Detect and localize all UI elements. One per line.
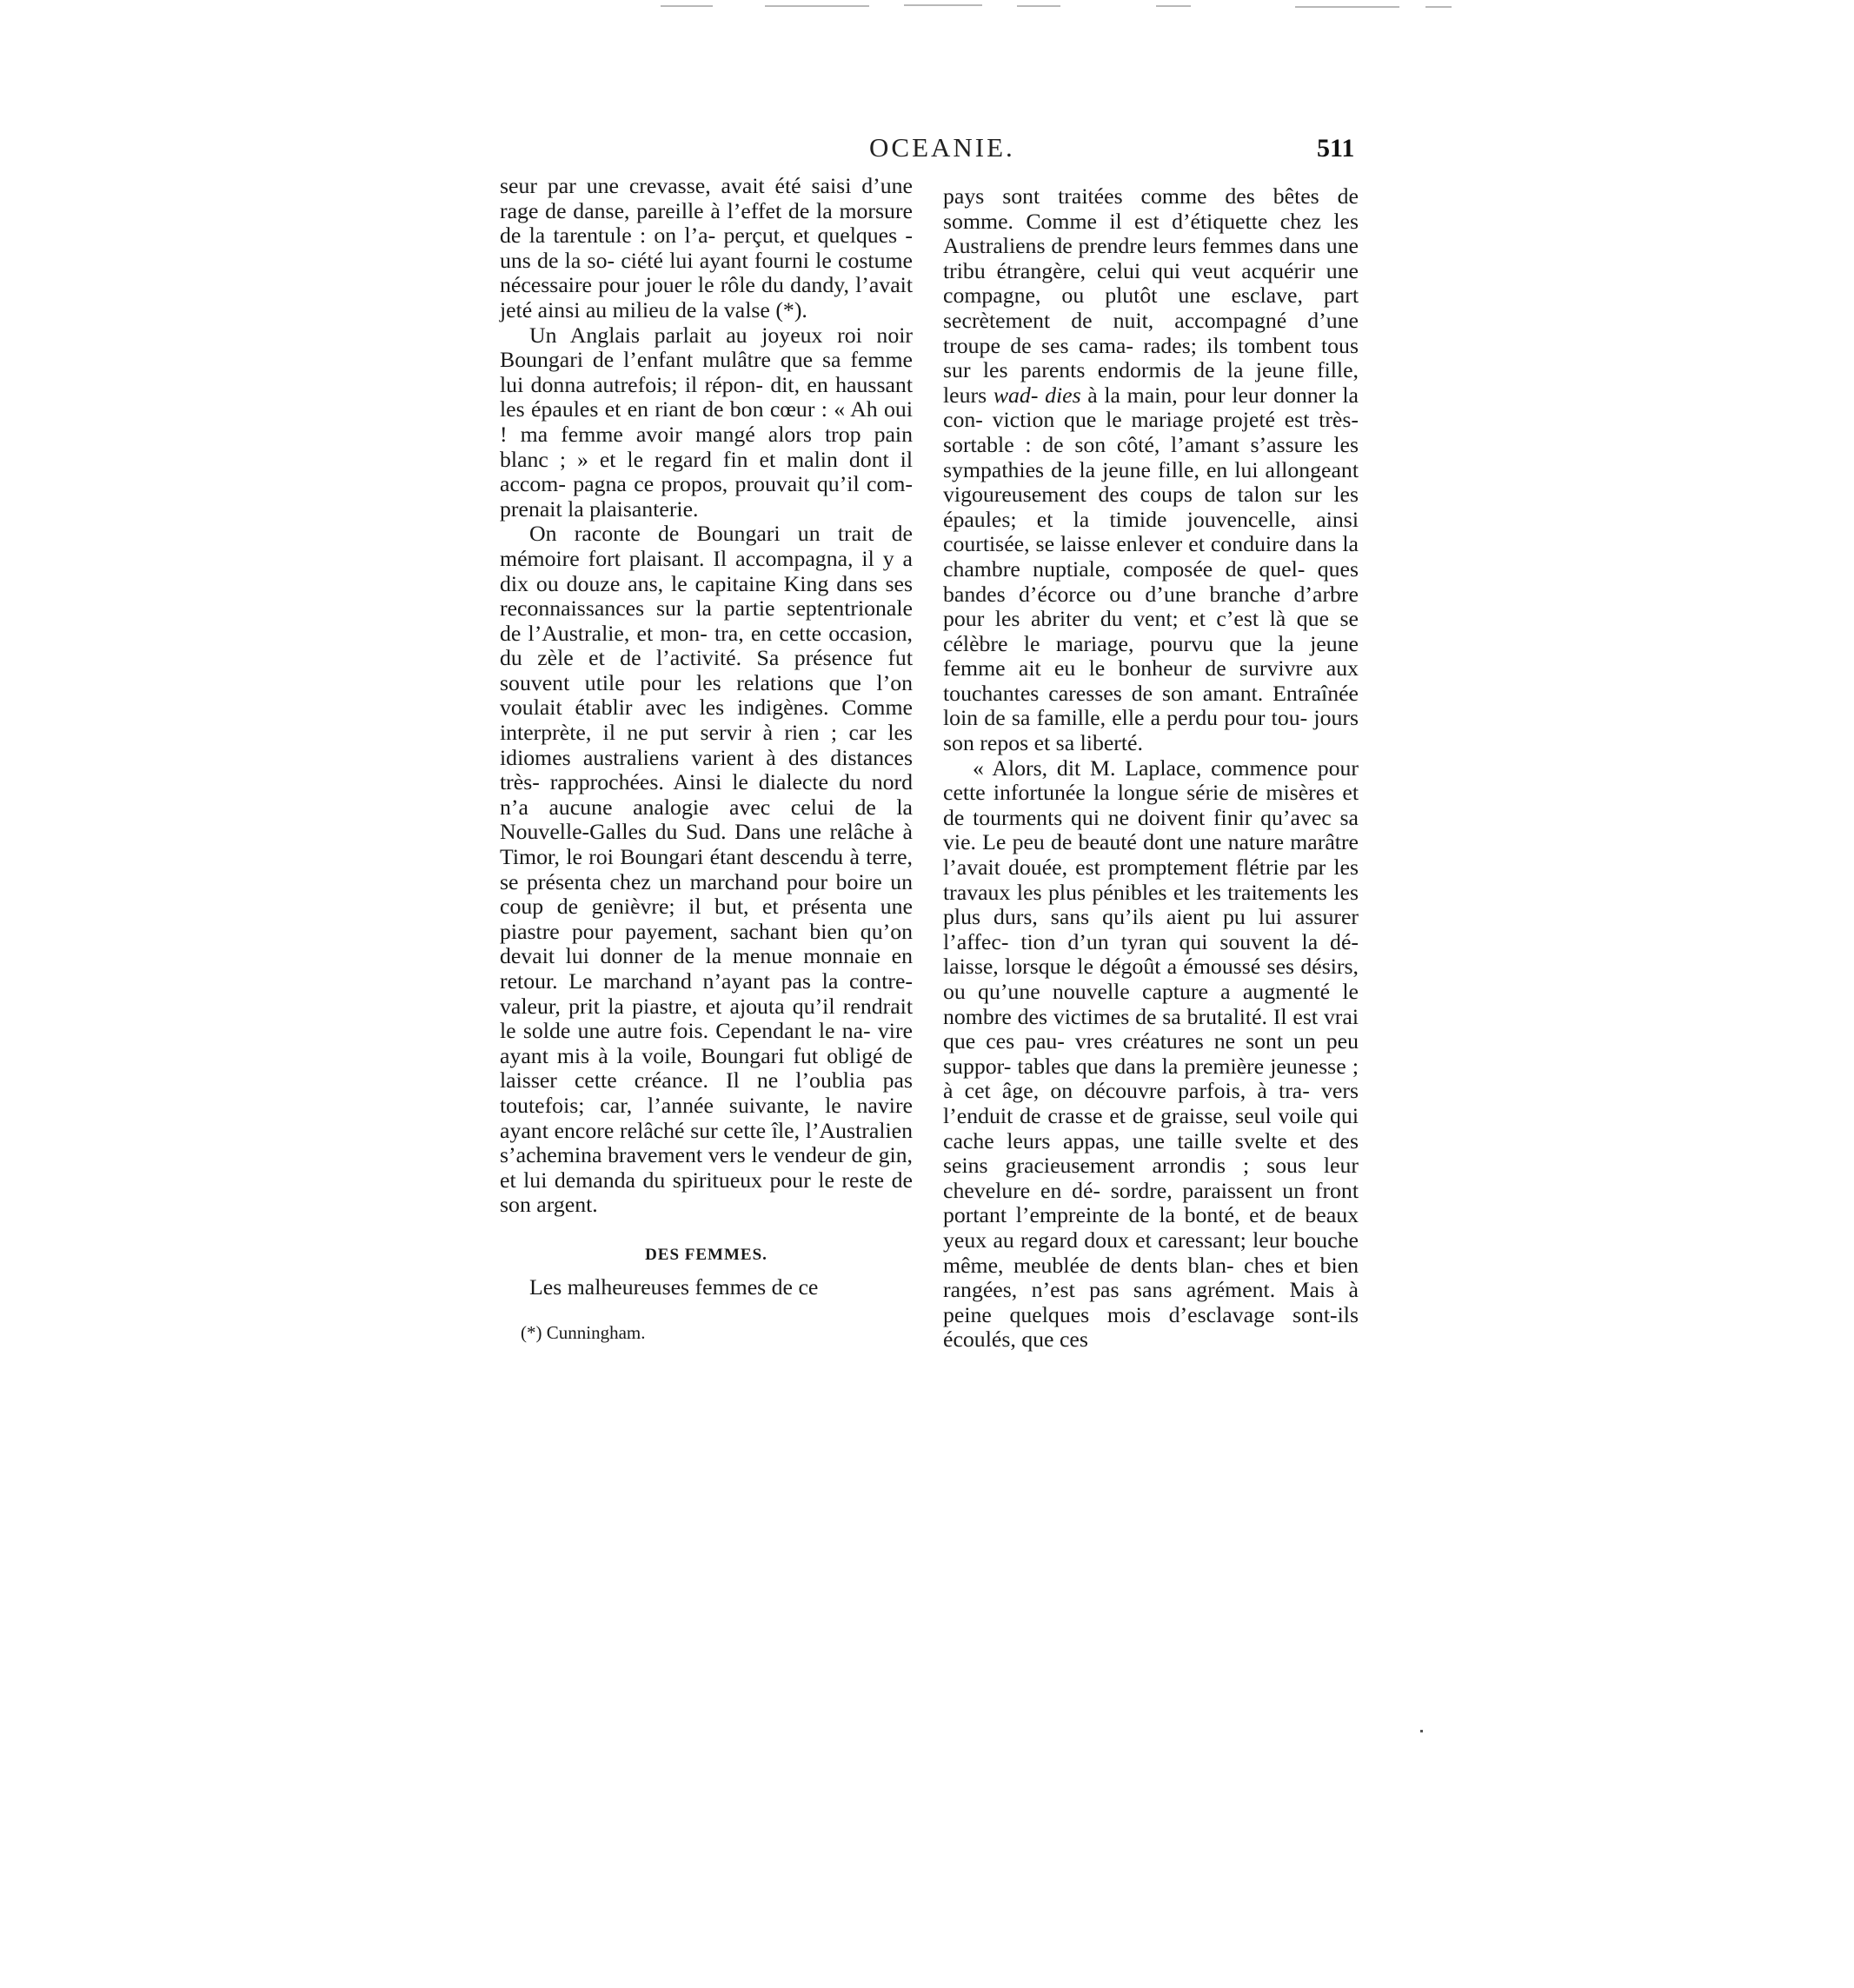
left-column — [500, 174, 913, 1344]
scan-edge-mark — [661, 5, 713, 7]
scan-speck — [1420, 1730, 1423, 1732]
footnote: (*) Cunningham. — [521, 1321, 646, 1343]
page-number: 511 — [1317, 134, 1355, 163]
paragraph-text: à la main, pour leur donner la con- viction que le mariage projeté est très-sortable : de son côté, l’amant s’assure les sympathies de la jeune fille, en lui allongeant vigoureusement des coups de talon sur les épaules; et la timide jouvencelle, ainsi courtisée, se laisse enlever et conduire dans la chambre nuptiale, composée de quel- ques bandes d’écorce ou d’une branche d’arbre pour les abriter du vent; et c’est là que se célèbre le mariage, pourvu que la jeune femme ait eu le bonheur de survivre aux touchantes caresses de son amant. Entraînée loin de sa famille, elle a perdu pour tou- jours son repos et sa liberté. — [943, 382, 1359, 756]
scan-edge-mark — [904, 4, 982, 6]
scan-edge-mark — [1156, 5, 1191, 7]
scan-edge-mark — [1017, 5, 1060, 7]
paragraph: Un Anglais parlait au joyeux roi noir Boungari de l’enfant mulâtre que sa femme lui donna autrefois; il répon- dit, en haussant les épaules et en riant de bon cœur : « Ah oui ! ma femme avoir mangé alors trop pain blanc ; » et le regard fin et malin dont il accom- pagna ce propos, prouvait qu’il com- prenait la plaisanterie. — [500, 322, 913, 522]
paragraph: seur par une crevasse, avait été saisi d’une rage de danse, pareille à l’effet de la morsure de la tarentule : on l’a- perçut, et quelques - uns de la so- ciété lui ayant fourni le costume nécessaire pour jouer le rôle du dandy, l’avait jeté ainsi au milieu de la valse (*). — [500, 173, 913, 322]
italic-term: wad- dies — [993, 382, 1081, 408]
section-heading: DES FEMMES. — [645, 1245, 768, 1264]
scan-edge-mark — [1425, 6, 1452, 8]
section-opening-line: Les malheureuses femmes de ce — [529, 1273, 819, 1300]
paragraph: On raconte de Boungari un trait de mémoire fort plaisant. Il accompagna, il y a dix ou douze ans, le capitaine King dans ses reconnaissances sur la partie septentrionale de l’Australie, et mon- tra, en cette occasion, du zèle et de l’activité. Sa présence fut souvent utile pour les relations que l’on voulait établir avec les indigènes. Comme interprète, il ne put servir à rien ; car les idiomes australiens varient à des distances très- rapprochées. Ainsi le dialecte du nord n’a aucune analogie avec celui de la Nouvelle-Galles du Sud. Dans une relâche à Timor, le roi Boungari étant descendu à terre, se présenta chez un marchand pour boire un coup de genièvre; il but, et présenta une piastre pour payement, sachant bien qu’on devait lui donner de la menue monnaie en retour. Le marchand n’ayant pas la contre-valeur, prit la piastre, et ajouta qu’il rendrait le solde une autre fois. Cependant le na- vire ayant mis à la voile, Boungari fut obligé de laisser cette créance. Il ne l’oublia pas toutefois; car, l’année suivante, le navire ayant encore relâché sur cette île, l’Australien s’achemina bravement vers le vendeur de gin, et lui demanda du spiritueux pour le reste de son argent. — [500, 521, 913, 1218]
paragraph: « Alors, dit M. Laplace, commence pour cette infortunée la longue série de misères et de tourments qui ne doivent finir qu’avec sa vie. Le peu de beauté dont une nature marâtre l’avait douée, est promptement flétrie par les travaux les plus pénibles et les traitements les plus durs, sans qu’ils aient pu lui assurer l’affec- tion d’un tyran qui souvent la dé- laisse, lorsque le dégoût a émoussé ses désirs, ou qu’une nouvelle capture a augmenté le nombre des victimes de sa brutalité. Il est vrai que ces pau- vres créatures ne sont un peu suppor- tables que dans la première jeunesse ; à cet âge, on découvre parfois, à tra- vers l’enduit de crasse et de graisse, seul voile qui cache leurs appas, une taille svelte et des seins gracieusement arrondis ; sous leur chevelure en dé- sordre, paraissent un front portant l’empreinte de la bonté, et de beaux yeux au regard doux et caressant; leur bouche même, meublée de dents blan- ches et bien rangées, n’est pas sans agrément. Mais à peine quelques mois d’esclavage sont-ils écoulés, que ces — [943, 755, 1359, 1353]
paragraph — [943, 184, 1359, 756]
paragraph-text: pays sont traitées comme des bêtes de somme. Comme il est d’étiquette chez les Australiens de prendre leurs femmes dans une tribu étrangère, celui qui veut acquérir une compagne, ou plutôt une esclave, part secrètement de nuit, accompagné d’une troupe de ses cama- rades; ils tombent tous sur les parents endormis de la jeune fille, leurs — [943, 183, 1359, 408]
right-column — [943, 184, 1359, 1353]
scan-edge-mark — [765, 5, 869, 7]
scan-edge-mark — [1295, 6, 1399, 8]
running-title: OCEANIE. — [869, 132, 1015, 163]
